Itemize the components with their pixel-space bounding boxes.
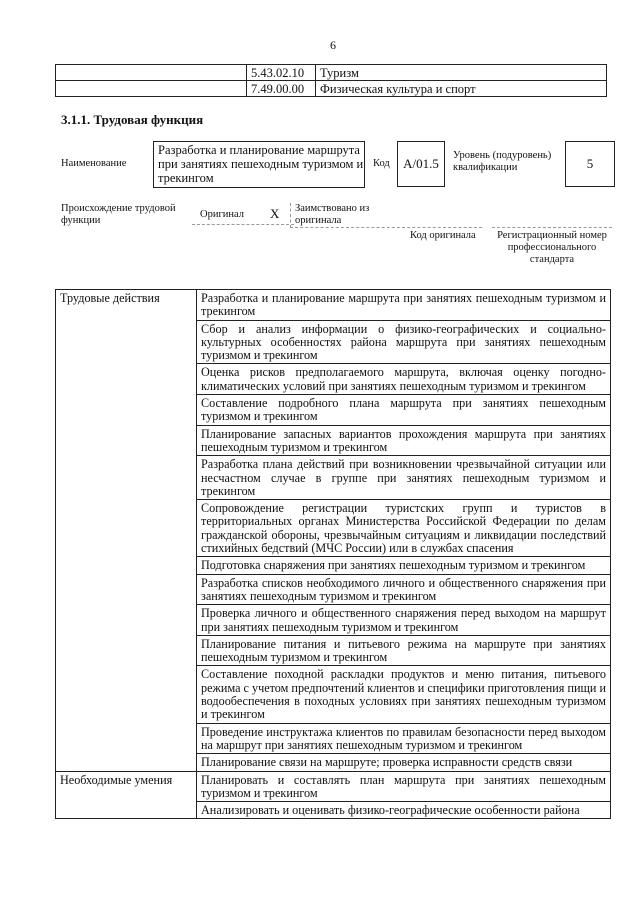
- labor-function-table: [55, 289, 611, 819]
- labor-action-item: Планирование питания и питьевого режима на маршруте при занятиях пешеходным туризмом и трекингом: [197, 635, 611, 666]
- okved-code: 7.49.00.00: [247, 81, 316, 97]
- labor-action-item: Сбор и анализ информации о физико-географических и социально-культурных особенностях района маршрута при занятиях пешеходным туризмом и трекингом: [197, 320, 611, 364]
- reg-number-field: [492, 227, 612, 228]
- borrowed-label: Заимствовано из оригинала: [290, 203, 405, 228]
- original-mark: X: [270, 206, 280, 221]
- okved-empty-cell: [56, 65, 247, 81]
- labor-action-item: Разработка и планирование маршрута при занятиях пешеходным туризмом и трекингом: [197, 290, 611, 321]
- okved-name: Туризм: [316, 65, 607, 81]
- page-number: 6: [330, 38, 336, 52]
- skill-item: Анализировать и оценивать физико-географические особенности района: [197, 802, 611, 819]
- labor-action-item: Планирование связи на маршруте; проверка исправности средств связи: [197, 754, 611, 771]
- code-label: Код: [373, 158, 390, 169]
- level-box: 5: [565, 141, 615, 187]
- labor-action-item: Планирование запасных вариантов прохождения маршрута при занятиях пешеходным туризмом и трекингом: [197, 425, 611, 456]
- labor-action-item: Сопровождение регистрации туристских групп и туристов в территориальных органах Министерства Российской Федерации по делам гражданской обороны, чрезвычайным ситуациям и ликвидации последствий стихийных бедствий (МЧС России) или в службах спасения: [197, 500, 611, 557]
- labor-action-item: Составление походной раскладки продуктов и меню питания, питьевого режима с учетом предпочтений клиентов и специфики приготовления пищи и водообеспечения в походных условиях при занятиях пешеходным туризмом и трекингом: [197, 666, 611, 723]
- labor-action-item: Проведение инструктажа клиентов по правилам безопасности перед выходом на маршрут при занятиях пешеходным туризмом и трекингом: [197, 723, 611, 754]
- skills-label: Необходимые умения: [56, 771, 197, 819]
- labor-action-item: Оценка рисков предполагаемого маршрута, включая оценку погодно-климатических условий при занятиях пешеходным туризмом и трекингом: [197, 364, 611, 395]
- original-label: Оригинал: [192, 206, 294, 225]
- section-title: 3.1.1. Трудовая функция: [61, 112, 204, 127]
- labor-actions-label: Трудовые действия: [56, 290, 197, 772]
- function-name-box: Разработка и планирование маршрута при занятиях пешеходным туризмом и трекингом: [153, 141, 365, 188]
- okved-row: [56, 65, 607, 81]
- labor-action-item: Разработка списков необходимого личного и общественного снаряжения при занятиях пешеходным туризмом и трекингом: [197, 574, 611, 605]
- okved-empty-cell: [56, 81, 247, 97]
- function-code-box: A/01.5: [397, 141, 445, 187]
- okved-row: [56, 81, 607, 97]
- labor-action-item: Составление подробного плана маршрута при занятиях пешеходным туризмом и трекингом: [197, 395, 611, 426]
- table-row: [56, 290, 611, 321]
- okved-table: [55, 64, 607, 97]
- labor-action-item: Подготовка снаряжения при занятиях пешеходным туризмом и трекингом: [197, 557, 611, 574]
- labor-action-item: Проверка личного и общественного снаряжения перед выходом на маршрут при занятиях пешеходным туризмом и трекингом: [197, 605, 611, 636]
- okved-name: Физическая культура и спорт: [316, 81, 607, 97]
- skill-item: Планировать и составлять план маршрута при занятиях пешеходным туризмом и трекингом: [197, 771, 611, 802]
- level-label: Уровень (подуровень) квалификации: [453, 150, 552, 173]
- code-original-label: Код оригинала: [410, 230, 476, 241]
- labor-action-item: Разработка плана действий при возникновении чрезвычайной ситуации или несчастном случае в группе при занятиях пешеходным туризмом и трекингом: [197, 456, 611, 500]
- origin-label: Происхождение трудовой функции: [61, 203, 176, 226]
- okved-code: 5.43.02.10: [247, 65, 316, 81]
- name-label: Наименование: [61, 158, 127, 169]
- code-original-field: [402, 227, 482, 228]
- table-row: [56, 771, 611, 802]
- reg-number-label: Регистрационный номер профессионального стандарта: [497, 230, 607, 265]
